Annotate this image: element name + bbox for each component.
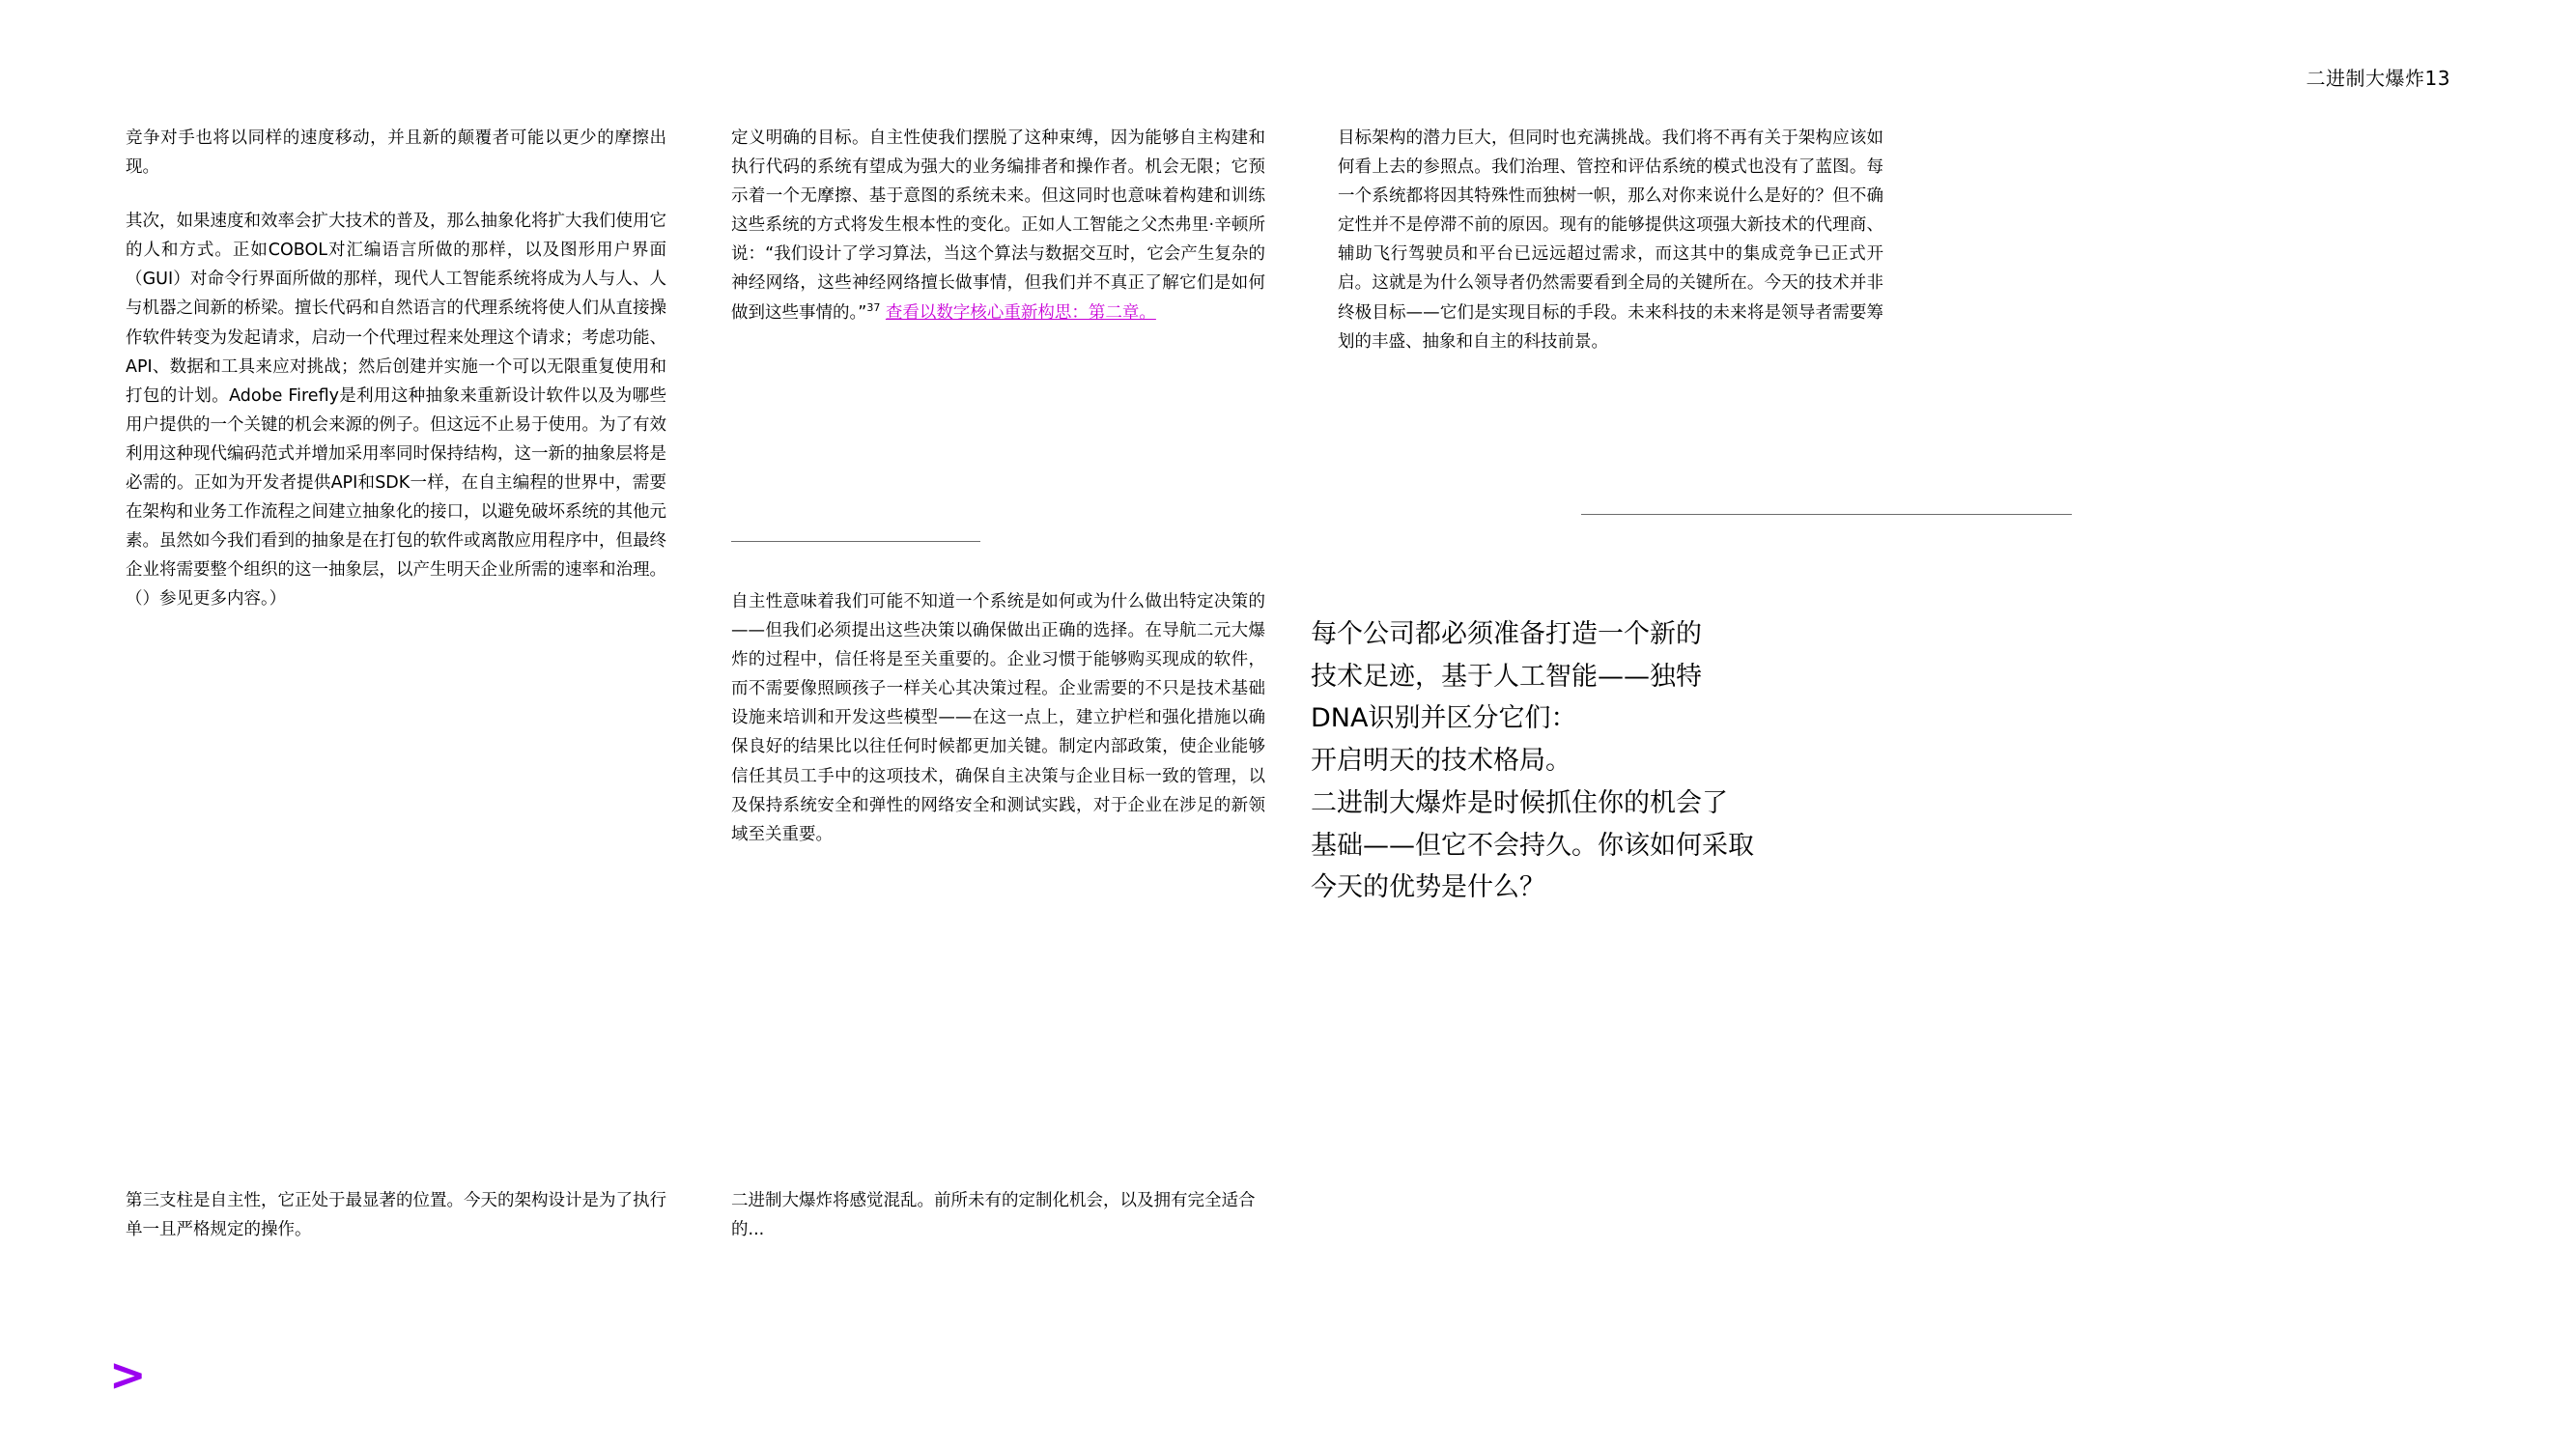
chapter-link[interactable]: 查看以数字核心重新构思：第二章。: [885, 302, 1156, 323]
pull-quote-line: 开启明天的技术格局。: [1311, 746, 1571, 777]
paragraph: [731, 124, 1265, 327]
paragraph: 其次，如果速度和效率会扩大技术的普及，那么抽象化将扩大我们使用它的人和方式。正如COBOL对汇编语言所做的那样，以及图形用户界面（GUI）对命令行界面所做的那样，现代人工智能系统将成为人与人、人与机器之间新的桥梁。擅长代码和自然语言的代理系统将使人们从直接操作软件转变为发起请求，启动一个代理过程来处理这个请求；考虑功能、API、数据和工具来应对挑战；然后创建并实施一个可以无限重复使用和打包的计划。Adobe Firefly是利用这种抽象来重新设计软件以及为哪些用户提供的一个关键的机会来源的例子。但这远不止易于使用。为了有效利用这种现代编码范式并增加采用率同时保持结构，这一新的抽象层将是必需的。正如为开发者提供API和SDK一样，在自主编程的世界中，需要在架构和业务工作流程之间建立抽象化的接口，以避免破坏系统的其他元素。虽然如今我们看到的抽象是在打包的软件或离散应用程序中，但最终企业将需要整个组织的这一抽象层，以产生明天企业所需的速率和治理。（）参见更多内容。）: [126, 212, 666, 610]
column-middle-top: [731, 124, 1265, 327]
pull-quote-line: 基础——但它不会持久。你该如何采取: [1311, 830, 1754, 861]
column-left: [126, 124, 666, 614]
page-header: 二进制大爆炸13: [2306, 67, 2450, 90]
divider-middle: [731, 541, 980, 542]
paragraph-text: 定义明确的目标。自主性使我们摆脱了这种束缚，因为能够自主构建和执行代码的系统有望成为强大的业务编排者和操作者。机会无限；它预示着一个无摩擦、基于意图的系统未来。但这同时也意味着构建和训练这些系统的方式将发生根本性的变化。正如人工智能之父杰弗里·辛顿所说：“我们设计了学习算法，当这个算法与数据交互时，它会产生复杂的神经网络，这些神经网络擅长做事情，但我们并不真正了解它们是如何做到这些事情的。”: [731, 128, 1265, 323]
paragraph: 自主性意味着我们可能不知道一个系统是如何或为什么做出特定决策的——但我们必须提出这些决策以确保做出正确的选择。在导航二元大爆炸的过程中，信任将是至关重要的。企业习惯于能够购买现成的软件，而不需要像照顾孩子一样关心其决策过程。企业需要的不只是技术基础设施来培训和开发这些模型——在这一点上，建立护栏和强化措施以确保良好的结果比以往任何时候都更加关键。制定内部政策，使企业能够信任其员工手中的这项技术，确保自主决策与企业目标一致的管理，以及保持系统安全和弹性的网络安全和测试实践，对于企业在涉足的新领域至关重要。: [731, 592, 1265, 844]
pull-quote-line: DNA识别并区分它们：: [1311, 703, 1577, 734]
chevron-right-icon: >: [109, 1349, 147, 1401]
pull-quote-line: 今天的优势是什么？: [1311, 872, 1545, 903]
bottom-block-left: 第三支柱是自主性，它正处于最显著的位置。今天的架构设计是为了执行单一且严格规定的操作。: [126, 1191, 666, 1240]
paragraph: 目标架构的潜力巨大，但同时也充满挑战。我们将不再有关于架构应该如何看上去的参照点。我们治理、管控和评估系统的模式也没有了蓝图。每一个系统都将因其特殊性而独树一帜，那么对你来说什么是好的？但不确定性并不是停滞不前的原因。现有的能够提供这项强大新技术的代理商、辅助飞行驾驶员和平台已远远超过需求，而这其中的集成竞争已正式开启。这就是为什么领导者仍然需要看到全局的关键所在。今天的技术并非终极目标——它们是实现目标的手段。未来科技的未来将是领导者需要筹划的丰盛、抽象和自主的科技前景。: [1338, 128, 1883, 352]
paragraph: 竞争对手也将以同样的速度移动，并且新的颠覆者可能以更少的摩擦出现。: [126, 128, 666, 178]
column-right: [1338, 124, 1883, 356]
pull-quote-line: 技术足迹，基于人工智能——独特: [1311, 661, 1702, 692]
bottom-block-middle: 二进制大爆炸将感觉混乱。前所未有的定制化机会，以及拥有完全适合的...: [731, 1191, 1256, 1240]
column-middle-bottom: [731, 587, 1265, 849]
divider-right: [1581, 514, 2072, 515]
pull-quote-line: 二进制大爆炸是时候抓住你的机会了: [1311, 787, 1728, 818]
pull-quote-line: 每个公司都必须准备打造一个新的: [1311, 619, 1702, 649]
pull-quote: [1311, 613, 1910, 909]
footnote-marker: 37: [866, 300, 881, 314]
